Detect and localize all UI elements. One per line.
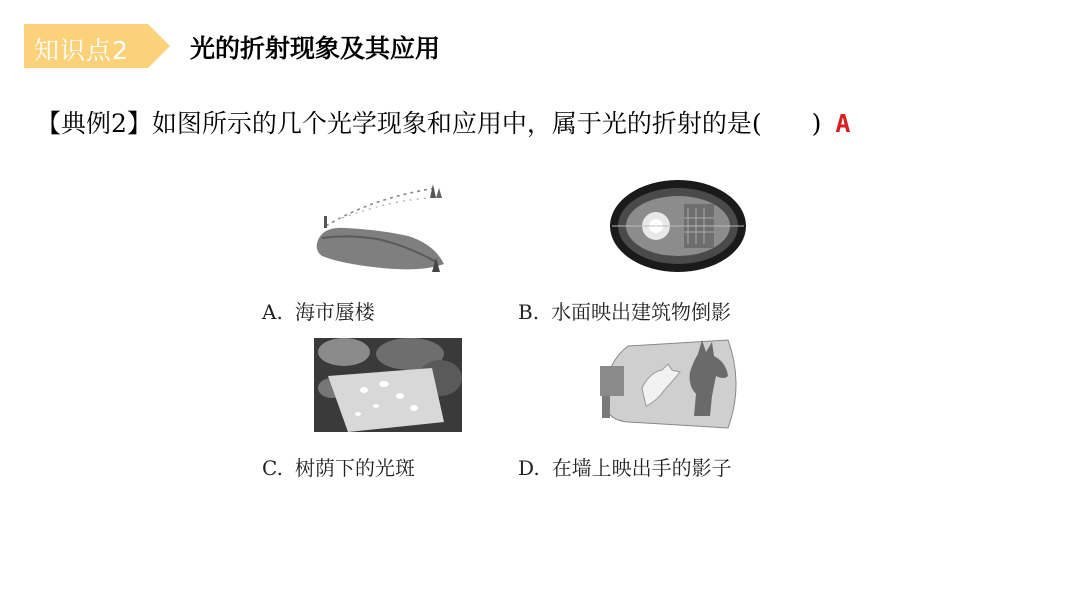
option-c-letter: C. — [262, 456, 283, 480]
figure-hand-shadow — [598, 336, 748, 432]
option-d-text: 在墙上映出手的影子 — [551, 456, 732, 480]
option-d — [518, 452, 732, 481]
option-c-text: 树荫下的光斑 — [294, 456, 415, 480]
option-b-letter: B. — [518, 300, 540, 324]
knowledge-point-tag — [24, 24, 170, 68]
option-a — [262, 296, 375, 325]
answer-label: A — [835, 109, 851, 138]
tag-label: 知识点2 — [34, 36, 129, 65]
option-a-text: 海市蜃楼 — [294, 300, 375, 324]
section-title: 光的折射现象及其应用 — [190, 34, 441, 63]
figure-tree-light-spots — [314, 338, 462, 432]
question-text: 【典例2】如图所示的几个光学现象和应用中，属于光的折射的是( ) — [36, 109, 822, 138]
option-d-letter: D. — [518, 456, 540, 480]
option-b-text: 水面映出建筑物倒影 — [551, 300, 732, 324]
figure-building-reflection — [608, 178, 748, 274]
question-line — [36, 104, 850, 140]
option-c — [262, 452, 415, 481]
option-b — [518, 296, 731, 325]
figure-mirage — [312, 178, 452, 274]
option-a-letter: A. — [262, 300, 283, 324]
